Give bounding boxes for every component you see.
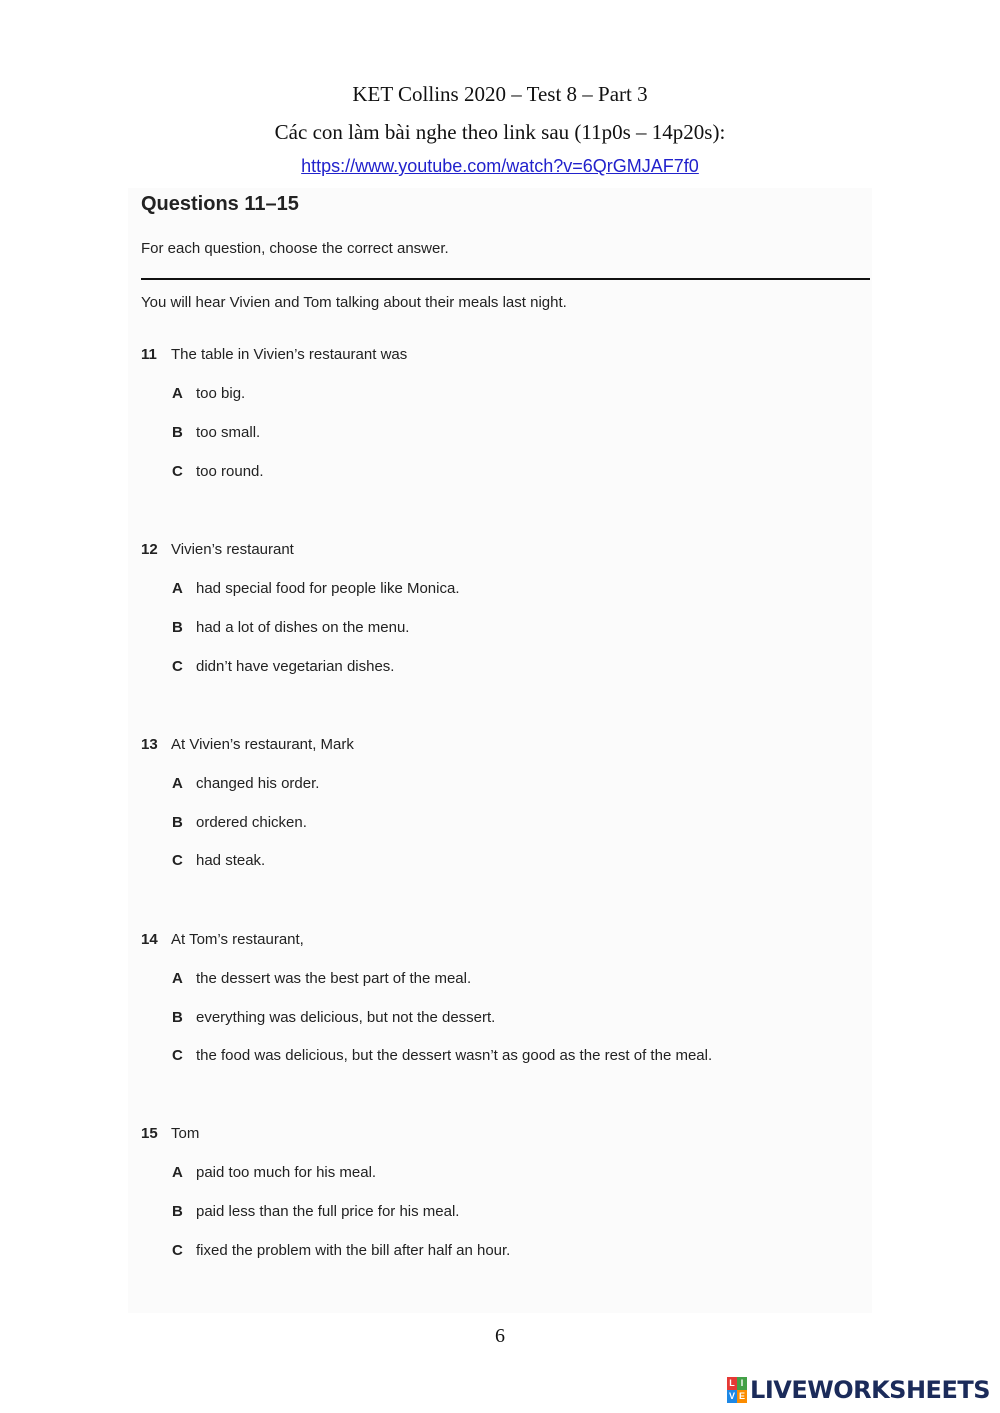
option-letter: C [172,463,183,480]
option-letter: A [172,385,183,402]
youtube-link[interactable]: https://www.youtube.com/watch?v=6QrGMJAF7f0 [301,156,699,176]
option-letter: A [172,580,183,597]
option-text: fixed the problem with the bill after half an hour. [196,1242,511,1259]
option-11-c[interactable] [172,463,264,480]
option-letter: A [172,1164,183,1181]
page-number: 6 [495,1325,505,1347]
logo-letter-l: L [727,1377,737,1390]
option-15-a[interactable] [172,1164,376,1181]
question-14 [141,931,304,948]
option-letter: A [172,775,183,792]
option-13-b[interactable] [172,814,307,831]
option-letter: B [172,619,183,636]
option-text: paid less than the full price for his meal. [196,1203,460,1220]
option-text: too small. [196,424,261,441]
option-letter: C [172,658,183,675]
brand-text: LIVEWORKSHEETS [750,1376,990,1404]
option-text: had special food for people like Monica. [196,580,460,597]
option-text: had steak. [196,852,266,869]
option-letter: B [172,814,183,831]
option-letter: B [172,1203,183,1220]
logo-letter-v: V [729,1391,736,1401]
instruction-text: For each question, choose the correct answer. [141,240,449,257]
question-12 [141,541,294,558]
question-text: At Tom’s restaurant, [171,931,304,948]
question-13 [141,736,354,753]
question-number: 11 [141,346,157,363]
option-text: too big. [196,385,246,402]
liveworksheets-icon [727,1377,747,1403]
logo-letter-i: I [737,1377,747,1390]
option-letter: C [172,1242,183,1259]
option-15-b[interactable] [172,1203,459,1220]
question-number: 13 [141,736,158,753]
question-text: At Vivien’s restaurant, Mark [171,736,354,753]
option-14-b[interactable] [172,1009,495,1026]
option-text: too round. [196,463,264,480]
option-text: everything was delicious, but not the dessert. [196,1009,496,1026]
option-text: paid too much for his meal. [196,1164,377,1181]
question-text: Tom [171,1125,200,1142]
question-text: The table in Vivien’s restaurant was [171,346,408,363]
divider-rule [141,278,870,280]
section-heading: Questions 11–15 [141,193,299,215]
option-text: the food was delicious, but the dessert wasn’t as good as the rest of the meal. [196,1047,713,1064]
liveworksheets-logo[interactable] [727,1376,990,1404]
option-text: didn’t have vegetarian dishes. [196,658,395,675]
option-letter: A [172,970,183,987]
document-title: KET Collins 2020 – Test 8 – Part 3 [352,82,648,106]
option-letter: B [172,1009,183,1026]
question-text: Vivien’s restaurant [171,541,294,558]
option-11-b[interactable] [172,424,260,441]
option-letter: C [172,1047,183,1064]
option-letter: B [172,424,183,441]
question-number: 15 [141,1125,158,1142]
option-15-c[interactable] [172,1242,510,1259]
document-subtitle: Các con làm bài nghe theo link sau (11p0s – 14p20s): [274,120,726,144]
question-number: 14 [141,931,158,948]
option-12-c[interactable] [172,658,394,675]
logo-letter-e: E [739,1391,746,1401]
option-13-c[interactable] [172,852,265,869]
option-13-a[interactable] [172,775,319,792]
option-text: ordered chicken. [196,814,307,831]
option-11-a[interactable] [172,385,245,402]
context-text: You will hear Vivien and Tom talking about their meals last night. [141,294,567,311]
question-15 [141,1125,199,1142]
option-text: changed his order. [196,775,320,792]
option-letter: C [172,852,183,869]
option-14-c[interactable] [172,1047,712,1064]
question-11 [141,346,407,363]
option-12-b[interactable] [172,619,409,636]
option-14-a[interactable] [172,970,471,987]
option-text: the dessert was the best part of the meal. [196,970,472,987]
option-12-a[interactable] [172,580,460,597]
question-number: 12 [141,541,158,558]
option-text: had a lot of dishes on the menu. [196,619,410,636]
